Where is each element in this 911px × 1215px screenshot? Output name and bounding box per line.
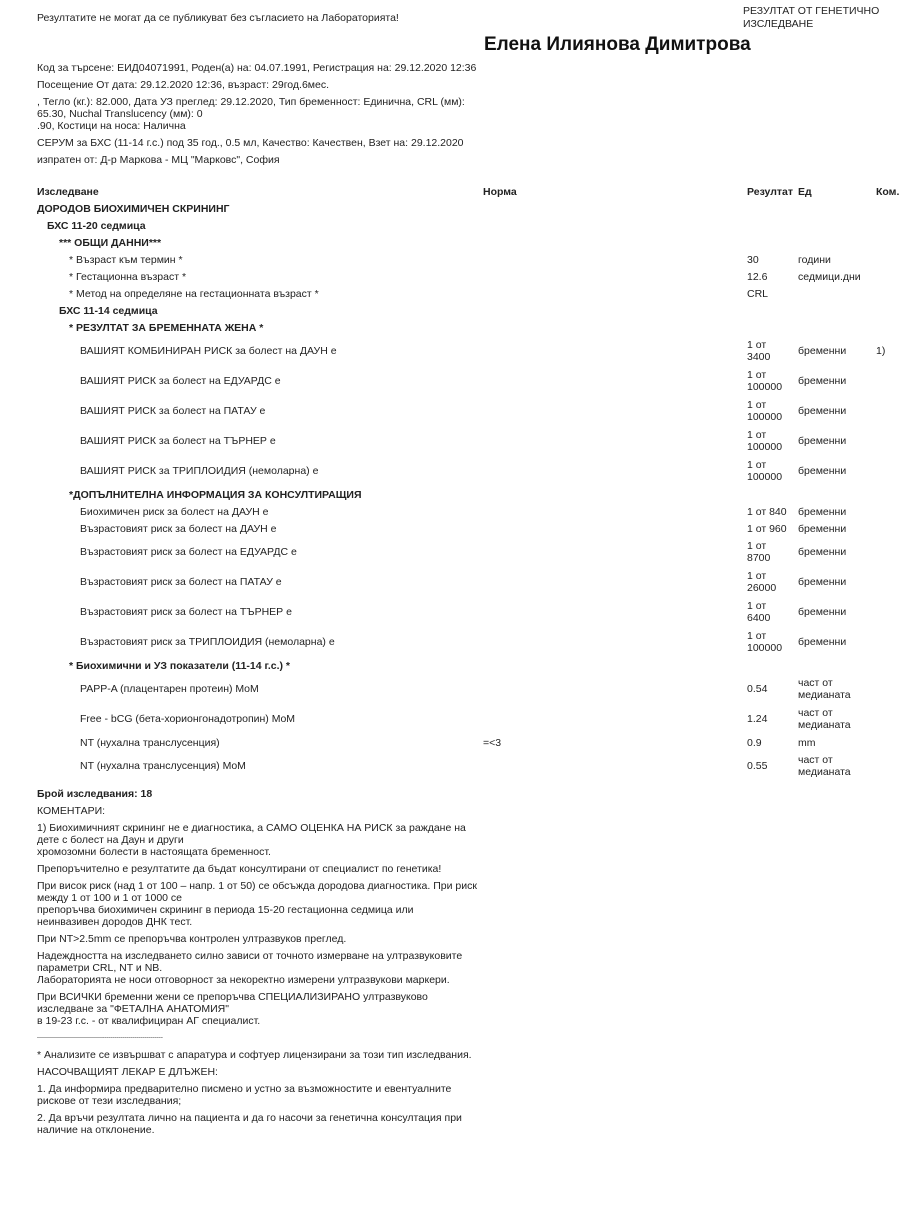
- unit-value: години: [798, 253, 831, 266]
- result-value: 1 от 100000: [747, 630, 783, 654]
- publication-notice: Резултатите не могат да се публикуват без съгласието на Лабораторията!: [37, 12, 399, 24]
- info-line: изпратен от: Д-р Маркова - МЦ "Марковс", София: [37, 154, 280, 166]
- unit-value: бременни: [798, 345, 847, 357]
- test-name: *** ОБЩИ ДАННИ***: [59, 236, 162, 249]
- column-header-norm: Норма: [483, 185, 517, 198]
- table-row: [0, 537, 911, 567]
- test-name: * Възраст към термин *: [69, 253, 183, 266]
- table-row: [0, 251, 911, 268]
- table-row: [0, 302, 911, 319]
- test-name: Възрастовият риск за болест на ЕДУАРДС е: [80, 546, 297, 558]
- comment-paragraph: 2. Да връчи резултата лично на пациента и да го насочи за генетична консултация при наличие на отклонение.: [37, 1112, 462, 1136]
- result-value: 1 от 960: [747, 522, 787, 535]
- table-row: [0, 426, 911, 456]
- unit-value: бременни: [798, 435, 847, 447]
- column-header-comment: Ком.: [876, 185, 900, 198]
- test-name: Възрастовият риск за болест на ДАУН е: [80, 522, 277, 535]
- comment-paragraph: НАСОЧВАЩИЯТ ЛЕКАР Е ДЛЪЖЕН:: [37, 1066, 218, 1078]
- result-value: 12.6: [747, 270, 768, 283]
- test-name: БХС 11-14 седмица: [59, 304, 158, 317]
- test-name: Free - bCG (бета-хорионгонадотропин) MoM: [80, 713, 296, 725]
- comment-paragraph: ---------------------------------------------------------------: [37, 1035, 163, 1041]
- test-name: * Биохимични и УЗ показатели (11-14 г.с.) *: [69, 659, 290, 672]
- comments-section: [37, 788, 477, 1141]
- table-row: [0, 396, 911, 426]
- test-name: Възрастовият риск за ТРИПЛОИДИЯ (немоларна) е: [80, 636, 335, 648]
- unit-value: седмици.дни: [798, 270, 861, 283]
- result-value: 1 от 840: [747, 505, 787, 518]
- test-name: Възрастовият риск за болест на ТЪРНЕР е: [80, 606, 292, 618]
- column-header-unit: Ед: [798, 185, 812, 198]
- table-row: [0, 319, 911, 336]
- table-row: [0, 200, 911, 217]
- table-row: [0, 627, 911, 657]
- unit-value: бременни: [798, 606, 847, 618]
- table-row: [0, 751, 911, 781]
- patient-info: [37, 62, 487, 171]
- comment-paragraph: При NT>2.5mm се препоръчва контролен ултразвуков преглед.: [37, 933, 347, 945]
- table-row: [0, 456, 911, 486]
- table-row: [0, 217, 911, 234]
- document-title: РЕЗУЛТАТ ОТ ГЕНЕТИЧНО ИЗСЛЕДВАНЕ: [743, 5, 880, 30]
- test-name: ВАШИЯТ РИСК за ТРИПЛОИДИЯ (немоларна) е: [80, 465, 319, 477]
- result-value: 1 от 3400: [747, 339, 771, 363]
- test-name: * Гестационна възраст *: [69, 270, 187, 283]
- info-line: Посещение От дата: 29.12.2020 12:36, възраст: 29год.6мес.: [37, 79, 330, 91]
- test-name: * Метод на определяне на гестационната възраст *: [69, 287, 319, 300]
- test-name: ВАШИЯТ КОМБИНИРАН РИСК за болест на ДАУН е: [80, 345, 337, 357]
- table-row: [0, 234, 911, 251]
- unit-value: бременни: [798, 576, 847, 588]
- comment-paragraph: Препоръчително е резултатите да бъдат консултирани от специалист по генетика!: [37, 863, 442, 875]
- table-row: [0, 366, 911, 396]
- column-header-test: Изследване: [37, 185, 99, 198]
- unit-value: mm: [798, 736, 816, 749]
- comment-ref: 1): [876, 345, 886, 357]
- test-name: ВАШИЯТ РИСК за болест на ЕДУАРДС е: [80, 375, 281, 387]
- table-row: [0, 520, 911, 537]
- unit-value: бременни: [798, 465, 847, 477]
- unit-value: бременни: [798, 522, 847, 535]
- info-line: , Тегло (кг.): 82.000, Дата УЗ преглед: 29.12.2020, Тип бременност: Единична, CRL (мм): 65.30, Nuchal Translucency (мм): 0 .90, Костици на носа: Налична: [37, 96, 465, 132]
- table-header: [0, 183, 911, 200]
- table-row: [0, 336, 911, 366]
- unit-value: част от медианата: [798, 677, 851, 701]
- test-name: NT (нухална транслусенция): [80, 736, 220, 749]
- test-name: БХС 11-20 седмица: [47, 219, 146, 232]
- patient-name: Елена Илиянова Димитрова: [484, 34, 751, 55]
- unit-value: бременни: [798, 505, 847, 518]
- table-row: [0, 486, 911, 503]
- norm-value: =<3: [483, 736, 502, 749]
- table-row: [0, 503, 911, 520]
- column-header-result: Резултат: [747, 185, 794, 198]
- comment-paragraph: 1. Да информира предварително писмено и устно за възможностите и евентуалните рискове от тези изследвания;: [37, 1083, 452, 1107]
- unit-value: бременни: [798, 546, 847, 558]
- result-value: 1 от 26000: [747, 570, 777, 594]
- table-row: [0, 734, 911, 751]
- result-value: 1 от 8700: [747, 540, 771, 564]
- table-row: [0, 567, 911, 597]
- unit-value: бременни: [798, 405, 847, 417]
- test-name: *ДОПЪЛНИТЕЛНА ИНФОРМАЦИЯ ЗА КОНСУЛТИРАЩИЯ: [69, 488, 362, 501]
- test-name: NT (нухална транслусенция) MoM: [80, 760, 246, 772]
- result-value: 1 от 100000: [747, 429, 783, 453]
- table-row: [0, 268, 911, 285]
- comment-paragraph: При висок риск (над 1 от 100 – напр. 1 от 50) се обсъжда дородова диагностика. При риск между 1 от 100 и 1 от 1000 се препоръчва биохимичен скрининг в периода 15-20 гестационна седмица или неинвазивен дородов ДНК тест.: [37, 880, 477, 928]
- test-name: ВАШИЯТ РИСК за болест на ТЪРНЕР е: [80, 435, 276, 447]
- result-value: 1 от 100000: [747, 399, 783, 423]
- test-name: Възрастовият риск за болест на ПАТАУ е: [80, 576, 282, 588]
- result-value: 0.9: [747, 736, 762, 749]
- unit-value: част от медианата: [798, 754, 851, 778]
- info-line: СЕРУМ за БХС (11-14 г.с.) под 35 год., 0.5 мл, Качество: Качествен, Взет на: 29.12.2020: [37, 137, 464, 149]
- result-value: 0.55: [747, 760, 768, 772]
- unit-value: бременни: [798, 375, 847, 387]
- info-line: Код за търсене: ЕИД04071991, Роден(а) на: 04.07.1991, Регистрация на: 29.12.2020 12:36: [37, 62, 477, 74]
- comment-paragraph: * Анализите се извършват с апаратура и софтуер лицензирани за този тип изследвания.: [37, 1049, 472, 1061]
- result-value: 30: [747, 253, 759, 266]
- result-value: 1.24: [747, 713, 768, 725]
- comment-paragraph: При ВСИЧКИ бременни жени се препоръчва СПЕЦИАЛИЗИРАНО ултразвуково изследване за "ФЕТАЛНА АНАТОМИЯ" в 19-23 г.с. - от квалифициран АГ специалист.: [37, 991, 428, 1027]
- result-value: 1 от 100000: [747, 369, 783, 393]
- test-name: * РЕЗУЛТАТ ЗА БРЕМЕННАТА ЖЕНА *: [69, 321, 264, 334]
- table-row: [0, 674, 911, 704]
- table-row: [0, 597, 911, 627]
- result-value: CRL: [747, 287, 769, 300]
- results-table: [0, 183, 911, 781]
- table-row: [0, 704, 911, 734]
- comment-paragraph: Надеждността на изследването силно зависи от точното измерване на ултразвуковите параметри CRL, NT и NB. Лабораторията не носи отговорност за некоректно измерени ултразвукови маркери.: [37, 950, 463, 986]
- test-name: Биохимичен риск за болест на ДАУН е: [80, 505, 269, 518]
- unit-value: бременни: [798, 636, 847, 648]
- table-row: [0, 285, 911, 302]
- unit-value: част от медианата: [798, 707, 851, 731]
- test-name: PAPP-A (плацентарен протеин) MoM: [80, 683, 259, 695]
- result-value: 0.54: [747, 683, 768, 695]
- test-count: Брой изследвания: 18: [37, 788, 153, 800]
- test-name: ДОРОДОВ БИОХИМИЧЕН СКРИНИНГ: [37, 202, 230, 215]
- result-value: 1 от 100000: [747, 459, 783, 483]
- result-value: 1 от 6400: [747, 600, 771, 624]
- comment-paragraph: 1) Биохимичният скрининг не е диагностика, а САМО ОЦЕНКА НА РИСК за раждане на дете с болест на Даун и други хромозомни болести в настоящата бременност.: [37, 822, 466, 858]
- comments-heading: КОМЕНТАРИ:: [37, 805, 106, 817]
- table-row: [0, 657, 911, 674]
- test-name: ВАШИЯТ РИСК за болест на ПАТАУ е: [80, 405, 266, 417]
